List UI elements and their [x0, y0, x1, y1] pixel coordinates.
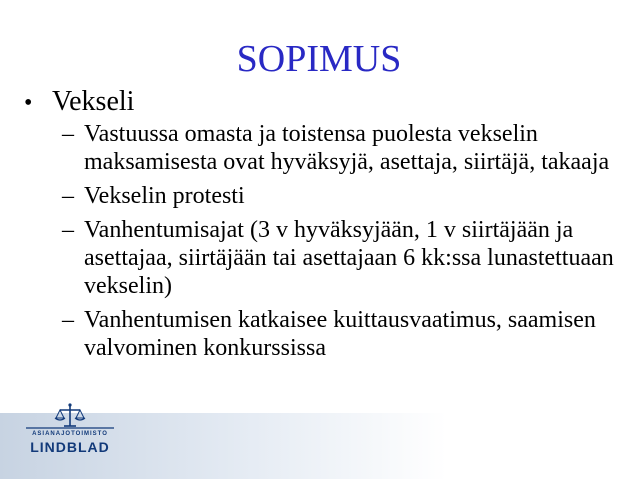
- logo-text: [22, 430, 118, 455]
- company-logo: [22, 402, 118, 460]
- dash-icon: –: [62, 217, 74, 243]
- logo-wordmark: LINDBLAD: [30, 439, 110, 455]
- bullet-text: Vekseli: [52, 86, 135, 117]
- dash-icon: –: [62, 183, 74, 209]
- bullet-item-vekseli: [24, 84, 134, 121]
- page-title: SOPIMUS: [236, 38, 402, 80]
- dash-icon: –: [62, 121, 74, 147]
- sub-bullet-text: Vanhentumisen katkaisee kuittausvaatimus, saamisen valvominen konkurssissa: [84, 307, 596, 361]
- sub-bullet-item: [62, 182, 632, 210]
- scales-of-justice-icon: [22, 402, 118, 432]
- sub-bullet-text: Vanhentumisajat (3 v hyväksyjään, 1 v siirtäjään ja asettajaa, siirtäjään tai asettajaan 6 kk:ssa lunastettuaan vekselin): [84, 217, 614, 299]
- sub-bullet-item: [62, 216, 632, 300]
- dash-icon: –: [62, 307, 74, 333]
- sub-bullet-item: [62, 306, 632, 362]
- bullet-dot-icon: •: [24, 90, 33, 116]
- sub-bullet-text: Vekselin protesti: [84, 183, 245, 209]
- sub-bullet-text: Vastuussa omasta ja toistensa puolesta vekselin maksamisesta ovat hyväksyjä, asettaja, siirtäjä, takaaja: [84, 121, 610, 175]
- sub-bullet-list: [62, 120, 632, 368]
- sub-bullet-item: [62, 120, 632, 176]
- logo-subtitle: ASIANAJOTOIMISTO: [32, 431, 108, 437]
